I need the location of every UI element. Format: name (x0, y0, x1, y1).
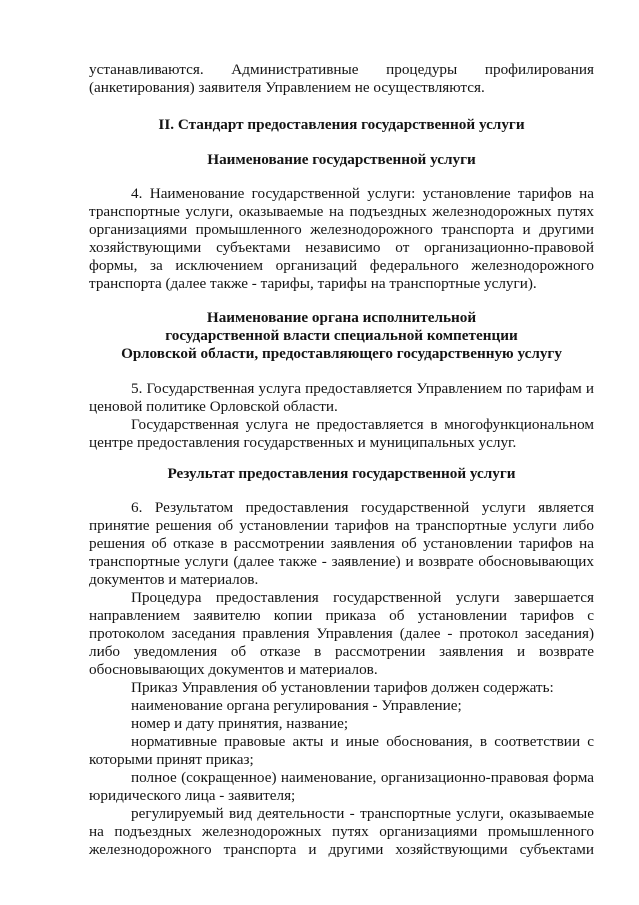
list-item: железнодорожного транспорта и другими хозяйствующими субъектами (89, 841, 594, 858)
list-item: которыми принят приказ; (89, 751, 254, 768)
paragraph-line: обосновывающих документов и материалов. (89, 661, 378, 678)
paragraph-line: принятие решения об установлении тарифов на транспортные услуги либо (89, 517, 594, 534)
list-item: нормативные правовые акты и иные обоснования, в соответствии с (131, 733, 594, 750)
list-item: регулируемый вид деятельности - транспортные услуги, оказываемые (131, 805, 594, 822)
paragraph-line: Процедура предоставления государственной услуги завершается (131, 589, 594, 606)
list-item: наименование органа регулирования - Управление; (131, 697, 462, 714)
subsection-heading: Результат предоставления государственной услуги (167, 465, 516, 482)
paragraph-line: протоколом заседания правления Управления (далее - протокол заседания) (89, 625, 594, 642)
list-item: юридического лица - заявителя; (89, 787, 296, 804)
subsection-heading: государственной власти специальной компетенции (165, 327, 518, 344)
paragraph-line: центре предоставления государственных и муниципальных услуг. (89, 434, 517, 451)
list-item: на подъездных железнодорожных путях организациями промышленного (89, 823, 594, 840)
paragraph-line: Государственная услуга не предоставляется в многофункциональном (131, 416, 594, 433)
paragraph-line: транспортные услуги (далее также - заявление) и возврате обосновывающих (89, 553, 594, 570)
paragraph-line: 6. Результатом предоставления государственной услуги является (131, 499, 594, 516)
list-item: полное (сокращенное) наименование, организационно-правовая форма (131, 769, 594, 786)
paragraph-line: формы, за исключением организаций федерального железнодорожного (89, 257, 594, 274)
subsection-heading: Наименование органа исполнительной (206, 309, 477, 326)
paragraph-line: Приказ Управления об установлении тарифов должен содержать: (131, 679, 554, 696)
paragraph-line: устанавливаются. Административные процедуры профилирования (89, 61, 594, 78)
paragraph-line: организациями промышленного железнодорожного транспорта и другими (89, 221, 594, 238)
paragraph-line: транспорта (далее также - тарифы, тарифы на транспортные услуги). (89, 275, 537, 292)
paragraph-line: 4. Наименование государственной услуги: установление тарифов на (131, 185, 594, 202)
paragraph-line: либо уведомления об отказе в рассмотрении заявления и возврате (89, 643, 594, 660)
paragraph-line: решения об отказе в рассмотрении заявления об установлении тарифов на (89, 535, 594, 552)
subsection-heading: Наименование государственной услуги (207, 151, 476, 168)
paragraph-line: ценовой политике Орловской области. (89, 398, 338, 415)
paragraph-line: документов и материалов. (89, 571, 259, 588)
paragraph-line: (анкетирования) заявителя Управлением не осуществляются. (89, 79, 485, 96)
paragraph-line: хозяйствующими субъектами независимо от организационно-правовой (89, 239, 594, 256)
paragraph-line: направлением заявителю копии приказа об установлении тарифов с (89, 607, 594, 624)
paragraph-line: 5. Государственная услуга предоставляется Управлением по тарифам и (131, 380, 594, 397)
section-heading: II. Стандарт предоставления государственной услуги (158, 116, 525, 133)
paragraph-line: транспортные услуги, оказываемые на подъездных железнодорожных путях (89, 203, 594, 220)
subsection-heading: Орловской области, предоставляющего государственную услугу (121, 345, 562, 362)
list-item: номер и дату принятия, название; (131, 715, 349, 732)
